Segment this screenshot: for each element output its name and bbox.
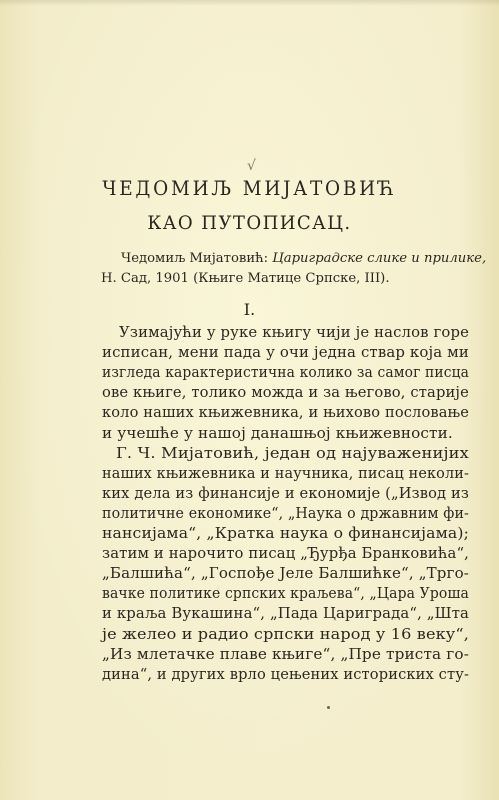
body-line: Узимајући у руке књигу чији је наслов горе — [119, 323, 469, 341]
section-number: I. — [243, 300, 256, 319]
pencil-checkmark: √ — [247, 158, 256, 174]
body-line: затим и нарочито писац „Ђурђа Бранковића“, — [102, 544, 470, 563]
body-line: изгледа карактеристична колико за самог писца — [102, 363, 470, 382]
body-line: Г. Ч. Мијатовић, један од најуваженијих — [116, 443, 470, 462]
body-line: вачке политике српских краљева“, „Цара Уроша — [102, 584, 469, 603]
page-edge-shadow — [0, 0, 499, 6]
citation-author: Чедомиљ Мијатовић: — [121, 251, 269, 266]
body-line: је желео и радио српски народ у 16 веку“, — [102, 624, 470, 643]
ink-speck — [327, 706, 330, 709]
body-line: политичне економике“, „Наука о државним фи- — [102, 503, 469, 522]
body-line: „Балшића“, „Госпође Јеле Балшићке“, „Трго- — [102, 564, 470, 583]
article-title: ЧЕДОМИЉ МИЈАТОВИЋ — [102, 176, 397, 200]
body-line: коло наших књижевника, и њихово пословање — [102, 403, 470, 422]
body-line: и краља Вукашина“, „Пада Цариграда“, „Шта — [102, 604, 470, 623]
body-line: и учешће у нашој данашњој књижевности. — [102, 423, 453, 442]
body-line: наших књижевника и научника, писац неколи- — [102, 463, 469, 482]
citation-line-1 — [121, 249, 486, 269]
citation-book-title: Цариградске слике и прилике, — [272, 251, 487, 266]
body-line: „Из млетачке плаве књиге“, „Пре триста го- — [102, 644, 469, 663]
body-line: нансијама“, „Кратка наука о финансијама); — [102, 524, 470, 542]
body-line: ких дела из финансије и економије („Извод из — [102, 483, 470, 502]
body-line: исписан, мени пада у очи једна ствар која ми — [102, 343, 469, 362]
body-line: дина“, и других врло цењених историских сту- — [102, 664, 470, 683]
citation-line-2: Н. Сад, 1901 (Књиге Матице Српске, III). — [101, 271, 390, 286]
article-subtitle: КАО ПУТОПИСАЦ. — [147, 212, 352, 234]
body-line: ове књиге, толико можда и за његово, старије — [102, 383, 469, 402]
